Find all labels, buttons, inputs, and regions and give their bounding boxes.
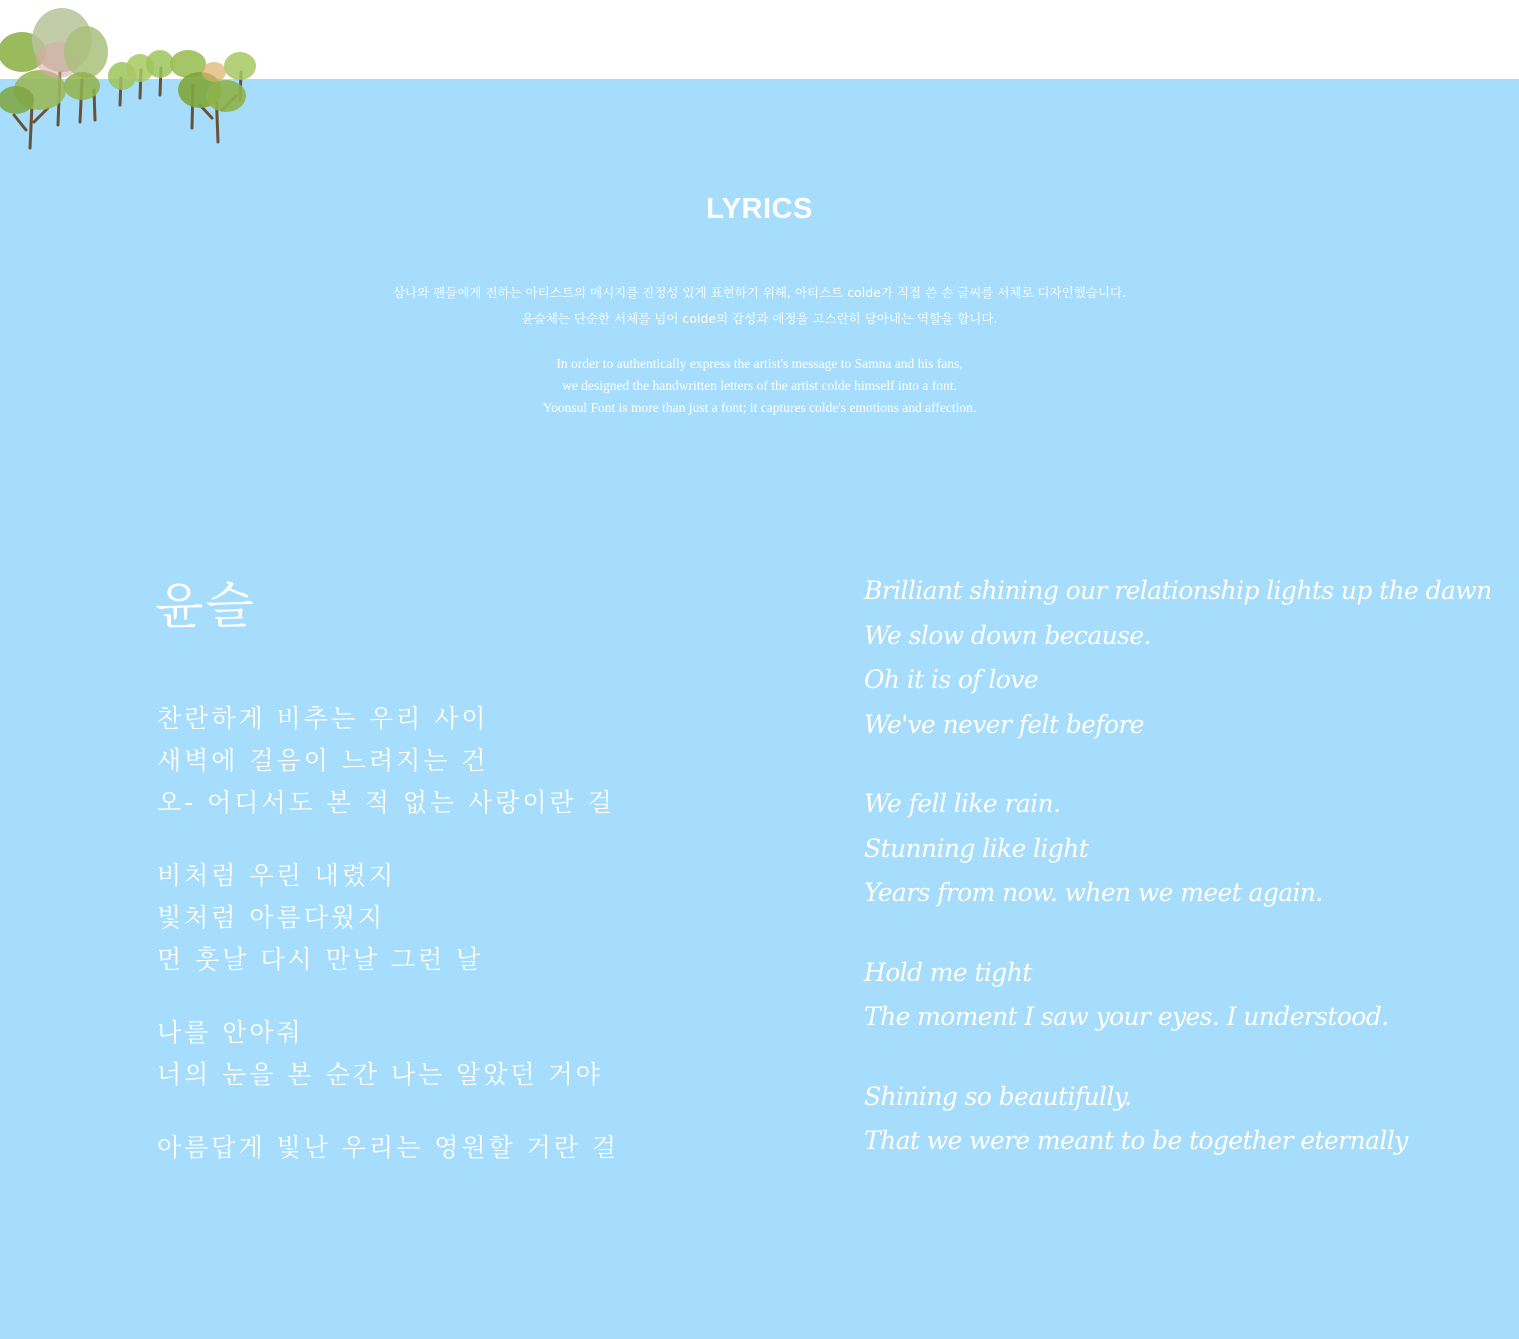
lyrics-stanza	[157, 1127, 619, 1169]
description-english-line: Yoonsul Font is more than just a font; it captures colde's emotions and affection.	[542, 400, 977, 415]
lyric-line: 비처럼 우린 내렸지	[157, 861, 397, 890]
lyric-line: 먼 훗날 다시 만날 그런 날	[157, 945, 484, 974]
lyric-line: Hold me tight	[864, 957, 1032, 987]
lyric-line: 오- 어디서도 본 적 없는 사랑이란 걸	[157, 788, 615, 817]
lyrics-stanza	[864, 569, 1492, 747]
lyric-line: 찬란하게 비추는 우리 사이	[157, 704, 489, 733]
tree-foliage	[0, 8, 256, 114]
description-korean-line: 윤슬체는 단순한 서체를 넘어 colde의 감성과 애정을 고스란히 담아내는 역할을 합니다.	[521, 311, 998, 326]
description-english	[0, 353, 1519, 419]
section-title: LYRICS	[706, 193, 813, 225]
lyrics-stanza	[157, 698, 619, 824]
lyric-line: 너의 눈을 본 순간 나는 알았던 거야	[157, 1060, 603, 1089]
description-english-line: we designed the handwritten letters of the artist colde himself into a font.	[562, 378, 957, 393]
lyrics-english	[864, 569, 1492, 1164]
description-korean	[0, 280, 1519, 332]
song-title: 윤슬	[154, 576, 257, 636]
lyrics-korean	[157, 698, 619, 1169]
lyric-line: 새벽에 걸음이 느려지는 건	[157, 746, 489, 775]
lyric-line: Stunning like light	[864, 833, 1089, 863]
lyric-line: 아름답게 빛난 우리는 영원할 거란 걸	[157, 1133, 619, 1162]
description-korean-line: 삼나와 팬들에게 전하는 아티스트의 메시지를 진정성 있게 표현하기 위해, 아티스트 colde가 직접 쓴 손 글씨를 서체로 디자인했습니다.	[392, 285, 1127, 300]
lyric-line: Years from now. when we meet again.	[864, 878, 1323, 907]
lyric-line: 나를 안아줘	[157, 1018, 304, 1047]
trees-illustration	[0, 0, 270, 160]
lyrics-stanza	[157, 855, 619, 981]
lyric-line: Brilliant shining our relationship lights up the dawn	[864, 576, 1492, 605]
lyric-line: Oh it is of love	[864, 665, 1038, 694]
lyric-line: 빛처럼 아름다웠지	[157, 903, 386, 932]
lyric-line: That we were meant to be together eternally	[864, 1126, 1408, 1155]
lyric-line: Shining so beautifully.	[864, 1081, 1132, 1111]
lyrics-stanza	[864, 951, 1492, 1040]
description-english-line: In order to authentically express the artist's message to Samna and his fans,	[556, 356, 963, 371]
lyric-line: The moment I saw your eyes. I understood.	[864, 1002, 1389, 1031]
lyrics-stanza	[157, 1012, 619, 1096]
lyric-line: We slow down because.	[864, 620, 1151, 650]
lyrics-stanza	[864, 1075, 1492, 1164]
lyric-line: We fell like rain.	[864, 789, 1061, 818]
lyrics-stanza	[864, 782, 1492, 916]
lyric-line: We've never felt before	[864, 709, 1144, 739]
